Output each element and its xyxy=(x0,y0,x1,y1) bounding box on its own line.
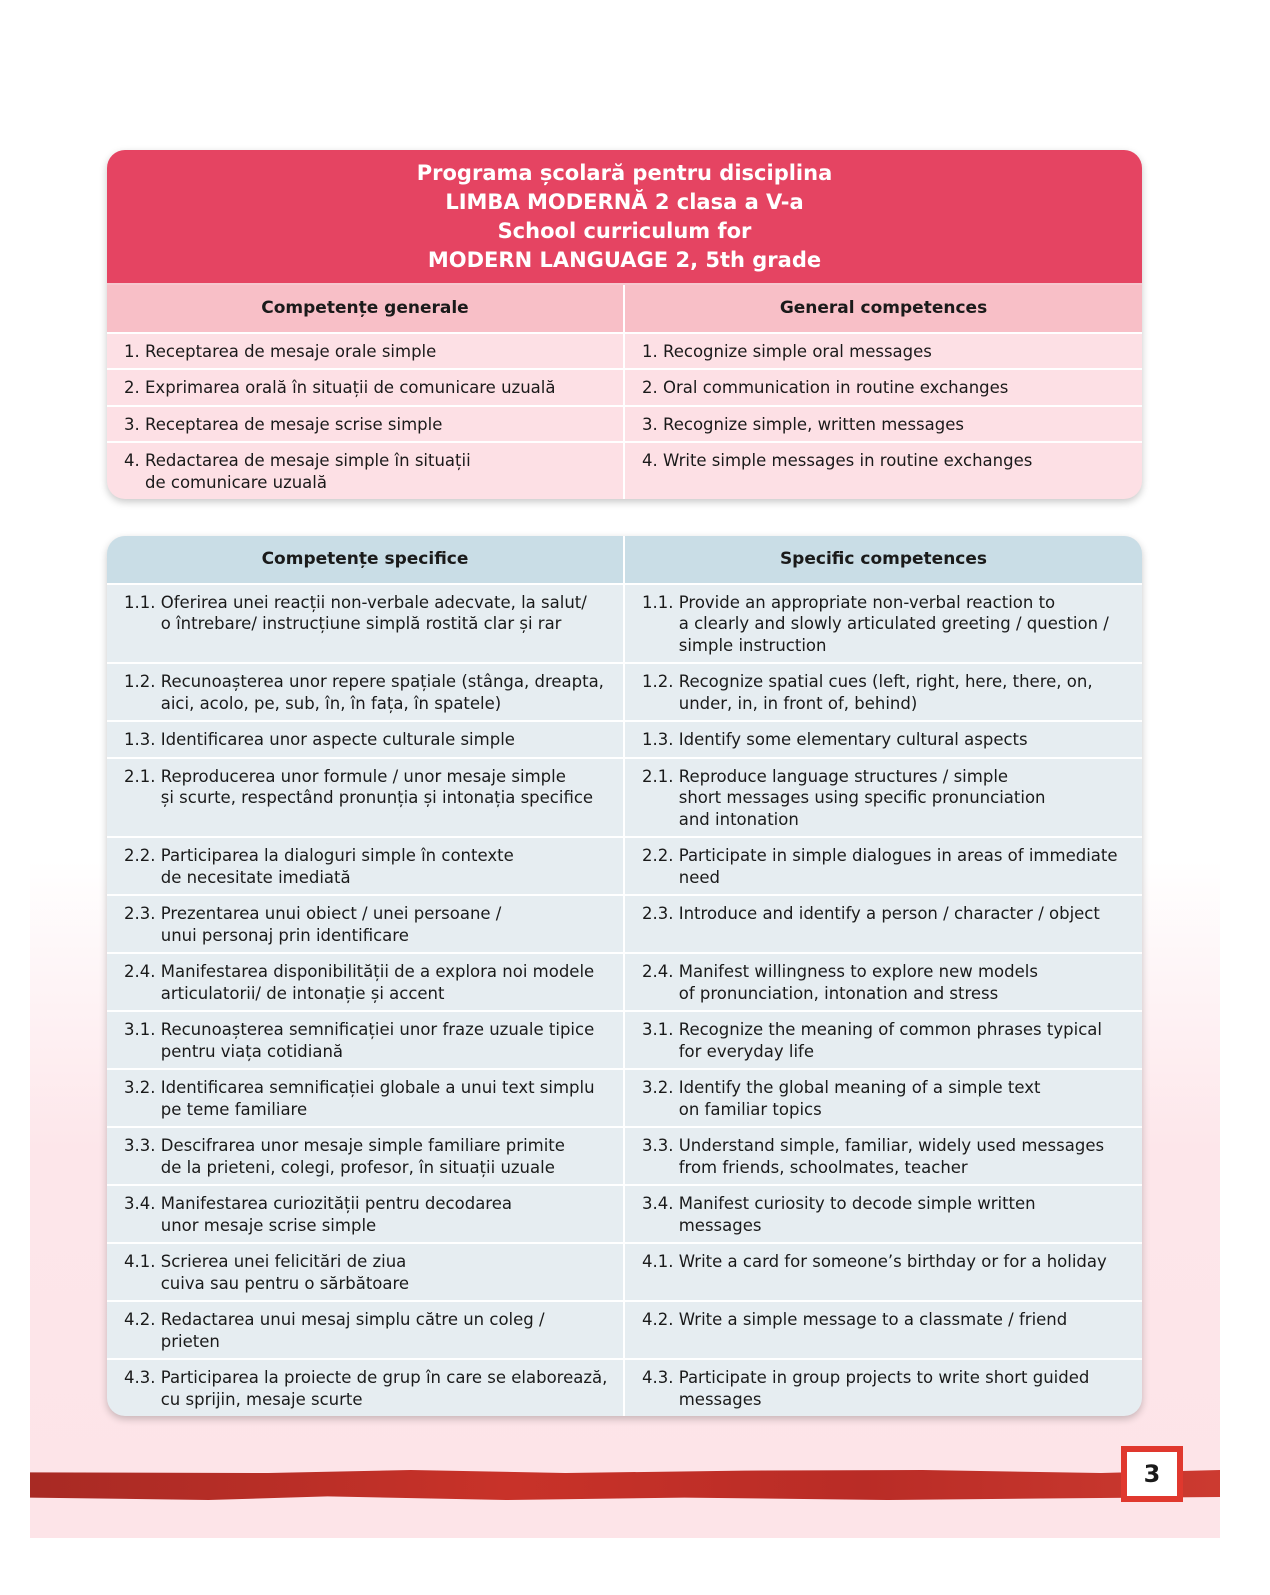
cell-en xyxy=(625,1128,1142,1184)
curriculum-title xyxy=(107,150,1142,285)
item-number: 3. xyxy=(642,414,663,434)
item-number: 3.4. xyxy=(642,1194,679,1213)
page-number: 3 xyxy=(1121,1446,1183,1502)
cell-ro xyxy=(107,585,625,663)
cell-ro xyxy=(107,1128,625,1184)
item-text: Recunoașterea unor repere spațiale (stânga, dreapta, aici, acolo, pe, sub, în, în fața, în spatele) xyxy=(160,672,604,713)
item-text: Participate in simple dialogues in areas of immediate need xyxy=(678,846,1118,887)
table-row xyxy=(107,443,1142,499)
item-text: Reproducerea unor formule / unor mesaje simple și scurte, respectând pronunția și intonația specifice xyxy=(160,766,594,807)
table-row xyxy=(107,1360,1142,1416)
table-row xyxy=(107,896,1142,954)
item-text: Reproduce language structures / simple short messages using specific pronunciation and intonation xyxy=(678,766,1046,829)
table-row xyxy=(107,1244,1142,1302)
cell-ro xyxy=(107,1244,625,1300)
item-text: Receptarea de mesaje scrise simple xyxy=(145,414,443,434)
title-line: LIMBA MODERNĂ 2 clasa a V-a xyxy=(445,190,804,214)
item-text: Scrierea unei felicitări de ziua cuiva sau pentru o sărbătoare xyxy=(160,1252,410,1293)
item-text: Manifestarea curiozității pentru decodarea unor mesaje scrise simple xyxy=(160,1194,512,1235)
table-row xyxy=(107,1128,1142,1186)
item-number: 2. xyxy=(642,378,663,397)
table-row xyxy=(107,664,1142,722)
item-number: 2.1. xyxy=(642,766,679,786)
cell-en xyxy=(625,1012,1142,1068)
cell-en xyxy=(625,1070,1142,1126)
item-number: 3.3. xyxy=(124,1136,161,1155)
cell-en xyxy=(625,759,1142,837)
table-row xyxy=(107,407,1142,444)
item-number: 3.1. xyxy=(124,1020,161,1039)
item-number: 1. xyxy=(124,341,145,361)
item-text: Redactarea de mesaje simple în situații de comunicare uzuală xyxy=(145,451,471,492)
item-number: 1.3. xyxy=(124,730,161,749)
item-text: Provide an appropriate non-verbal reaction to a clearly and slowly articulated greeting / question / simple instruction xyxy=(678,592,1109,655)
cell-en xyxy=(625,370,1142,405)
table-row xyxy=(107,370,1142,407)
item-number: 1.3. xyxy=(642,730,679,749)
item-number: 3. xyxy=(124,414,145,434)
item-text: Oferirea unei reacții non-verbale adecvate, la salut/ o întrebare/ instrucțiune simplă rostită clar și rar xyxy=(160,592,587,633)
item-text: Write a card for someone’s birthday or for a holiday xyxy=(678,1252,1107,1271)
cell-en xyxy=(625,334,1142,369)
item-number: 3.3. xyxy=(642,1136,679,1155)
item-text: Participate in group projects to write short guided messages xyxy=(678,1368,1090,1409)
item-number: 4.3. xyxy=(124,1368,161,1387)
item-number: 2.3. xyxy=(642,904,679,923)
table-row xyxy=(107,722,1142,759)
table-row xyxy=(107,585,1142,665)
cell-en xyxy=(625,1360,1142,1416)
item-number: 3.1. xyxy=(642,1020,679,1039)
table-header-row xyxy=(107,285,1142,334)
item-number: 2.1. xyxy=(124,766,161,786)
cell-en xyxy=(625,838,1142,894)
item-number: 1.1. xyxy=(642,592,679,612)
cell-ro xyxy=(107,1302,625,1358)
cell-ro xyxy=(107,370,625,405)
item-number: 3.4. xyxy=(124,1194,161,1213)
cell-ro xyxy=(107,334,625,369)
item-number: 4. xyxy=(642,451,663,470)
item-number: 1.2. xyxy=(642,672,679,691)
column-header-en: Specific competences xyxy=(779,549,988,569)
table-row xyxy=(107,1012,1142,1070)
item-text: Identify some elementary cultural aspects xyxy=(678,730,1028,749)
cell-ro xyxy=(107,722,625,757)
table-row xyxy=(107,1186,1142,1244)
column-header-ro: Competențe generale xyxy=(107,285,625,332)
item-number: 2.3. xyxy=(124,904,161,923)
item-number: 4.1. xyxy=(642,1252,679,1271)
item-number: 3.2. xyxy=(124,1078,161,1097)
item-text: Recunoașterea semnificației unor fraze uzuale tipice pentru viața cotidiană xyxy=(160,1020,595,1061)
item-text: Exprimarea orală în situații de comunicare uzuală xyxy=(145,378,556,397)
cell-en xyxy=(625,1244,1142,1300)
item-text: Participarea la proiecte de grup în care se elaborează, cu sprijin, mesaje scurte xyxy=(160,1368,608,1409)
cell-ro xyxy=(107,407,625,442)
cell-ro xyxy=(107,1012,625,1068)
item-text: Redactarea unui mesaj simplu către un coleg / prieten xyxy=(160,1310,545,1351)
item-number: 2.2. xyxy=(642,846,679,865)
item-number: 4. xyxy=(124,451,145,470)
item-number: 2. xyxy=(124,378,145,397)
item-text: Identificarea unor aspecte culturale simple xyxy=(160,730,515,749)
cell-en xyxy=(625,443,1142,499)
item-text: Recognize the meaning of common phrases typical for everyday life xyxy=(678,1020,1102,1061)
cell-ro xyxy=(107,1186,625,1242)
cell-ro xyxy=(107,954,625,1010)
title-line: Programa școlară pentru disciplina xyxy=(416,161,833,185)
table-row xyxy=(107,954,1142,1012)
table-header-row xyxy=(107,536,1142,585)
item-number: 1.2. xyxy=(124,672,161,691)
item-text: Oral communication in routine exchanges xyxy=(663,378,1009,397)
table-row xyxy=(107,759,1142,839)
item-text: Manifest curiosity to decode simple written messages xyxy=(678,1194,1036,1235)
cell-ro xyxy=(107,1070,625,1126)
item-text: Receptarea de mesaje orale simple xyxy=(145,341,437,361)
item-number: 2.2. xyxy=(124,846,161,865)
item-number: 2.4. xyxy=(124,962,161,981)
cell-en xyxy=(625,896,1142,952)
item-number: 4.1. xyxy=(124,1252,161,1271)
item-text: Identify the global meaning of a simple text on familiar topics xyxy=(678,1078,1041,1119)
cell-en xyxy=(625,954,1142,1010)
item-number: 1. xyxy=(642,341,663,361)
item-number: 3.2. xyxy=(642,1078,679,1097)
cell-ro xyxy=(107,664,625,720)
item-number: 1.1. xyxy=(124,592,161,612)
cell-en xyxy=(625,1302,1142,1358)
decorative-red-band xyxy=(30,1470,1220,1500)
table-row xyxy=(107,334,1142,371)
table-row xyxy=(107,838,1142,896)
cell-en xyxy=(625,1186,1142,1242)
title-line: School curriculum for xyxy=(497,219,752,243)
item-text: Participarea la dialoguri simple în contexte de necesitate imediată xyxy=(160,846,514,887)
item-text: Write simple messages in routine exchanges xyxy=(663,451,1033,470)
item-number: 4.3. xyxy=(642,1368,679,1387)
title-line: MODERN LANGUAGE 2, 5th grade xyxy=(427,248,822,272)
item-text: Write a simple message to a classmate / friend xyxy=(678,1310,1068,1329)
item-text: Understand simple, familiar, widely used messages from friends, schoolmates, teacher xyxy=(678,1136,1105,1177)
cell-en xyxy=(625,722,1142,757)
general-competences-table xyxy=(107,150,1142,499)
item-text: Manifestarea disponibilității de a explora noi modele articulatorii/ de intonație și accent xyxy=(160,962,595,1003)
item-text: Recognize simple, written messages xyxy=(663,414,964,434)
cell-en xyxy=(625,407,1142,442)
item-text: Descifrarea unor mesaje simple familiare primite de la prieteni, colegi, profesor, în situații uzuale xyxy=(160,1136,565,1177)
item-number: 4.2. xyxy=(642,1310,679,1329)
item-number: 2.4. xyxy=(642,962,679,981)
cell-ro xyxy=(107,838,625,894)
column-header-ro: Competențe specifice xyxy=(107,536,625,583)
item-text: Identificarea semnificației globale a unui text simplu pe teme familiare xyxy=(160,1078,595,1119)
item-text: Introduce and identify a person / character / object xyxy=(678,904,1100,923)
item-number: 4.2. xyxy=(124,1310,161,1329)
item-text: Manifest willingness to explore new models of pronunciation, intonation and stress xyxy=(678,962,1038,1003)
specific-competences-table xyxy=(107,536,1142,1416)
column-header-en: General competences xyxy=(779,298,988,318)
table-row xyxy=(107,1070,1142,1128)
table-row xyxy=(107,1302,1142,1360)
cell-en xyxy=(625,664,1142,720)
item-text: Prezentarea unui obiect / unei persoane / unui personaj prin identificare xyxy=(160,904,502,945)
item-text: Recognize simple oral messages xyxy=(663,341,932,361)
cell-en xyxy=(625,585,1142,663)
cell-ro xyxy=(107,1360,625,1416)
cell-ro xyxy=(107,759,625,837)
cell-ro xyxy=(107,896,625,952)
cell-ro xyxy=(107,443,625,499)
item-text: Recognize spatial cues (left, right, here, there, on, under, in, in front of, behind) xyxy=(678,672,1093,713)
